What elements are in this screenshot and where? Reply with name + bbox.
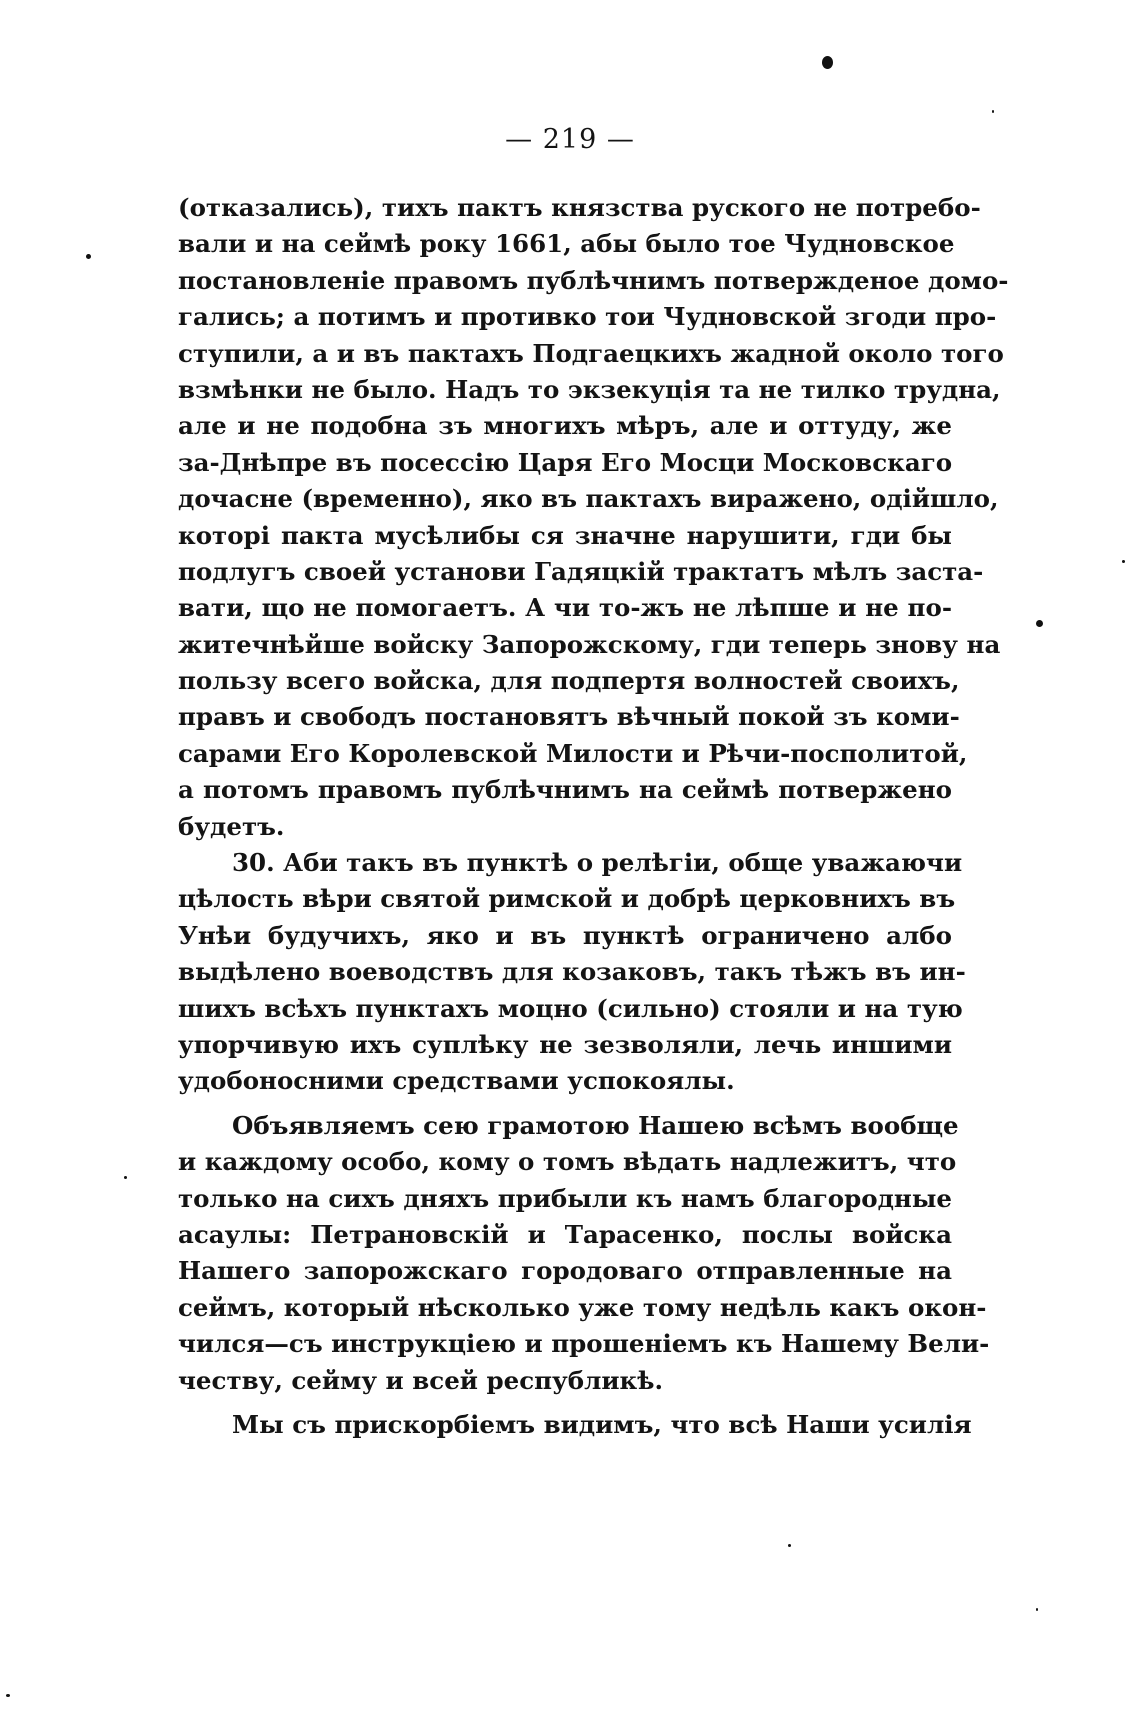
paragraph-first-line: 30. Аби такъ въ пунктѣ о релѣгіи, обще уважаючи: [232, 848, 963, 878]
text-line: вати, що не помогаетъ. А чи то-жъ не лѣпше и не по-: [178, 593, 952, 623]
text-line: только на сихъ дняхъ прибыли къ намъ благородные: [178, 1183, 952, 1213]
scan-speck: [1122, 560, 1125, 563]
text-line: удобоносними средствами успокоялы.: [178, 1066, 735, 1096]
text-line: Нашего запорожскаго городоваго отправленные на: [178, 1256, 952, 1286]
text-line: а потомъ правомъ публѣчнимъ на сеймѣ потвержено: [178, 775, 952, 805]
scan-speck: [6, 1694, 10, 1697]
text-line: пользу всего войска, для подпертя волностей своихъ,: [178, 666, 960, 696]
text-line: цѣлость вѣри святой римской и добрѣ церковнихъ въ: [178, 884, 956, 914]
text-line: сеймъ, который нѣсколько уже тому недѣль какъ окон-: [178, 1292, 987, 1322]
body-text: [178, 190, 1009, 1443]
scan-speck: [86, 254, 91, 259]
text-line: (отказались), тихъ пактъ князства руского не потребо-: [178, 193, 981, 222]
text-line: дочасне (временно), яко въ пактахъ виражено, одійшло,: [178, 484, 999, 514]
scan-speck: [992, 110, 994, 113]
text-line: выдѣлено воеводствъ для козаковъ, такъ тѣжъ въ ин-: [178, 957, 966, 987]
scan-speck: [822, 56, 833, 69]
text-line: вали и на сеймѣ року 1661, абы было тое Чудновское: [178, 229, 955, 259]
paragraph-gap: [178, 1399, 952, 1407]
text-line: чился—съ инструкціею и прошеніемъ къ Нашему Вели-: [178, 1329, 990, 1359]
scan-speck: [1036, 620, 1043, 627]
text-line: за-Днѣпре въ посессію Царя Его Мосци Московскаго: [178, 447, 953, 477]
text-line: будетъ.: [178, 811, 285, 841]
paragraph-gap: [178, 1100, 952, 1108]
scan-speck: [788, 1544, 791, 1547]
text-line: правъ и свободъ постановятъ вѣчный покой зъ коми-: [178, 702, 960, 732]
text-line: честву, сейму и всей республикѣ.: [178, 1365, 663, 1395]
text-line: сарами Его Королевской Милости и Рѣчи-посполитой,: [178, 738, 968, 768]
text-line: шихъ всѣхъ пунктахъ моцно (сильно) стояли и на тую: [178, 993, 963, 1023]
text-line: асаулы: Петрановскій и Тарасенко, послы войска: [178, 1219, 952, 1249]
text-line: постановленіе правомъ публѣчнимъ потвержденое домо-: [178, 265, 1009, 295]
text-line: житечнѣйше войску Запорожскому, гди теперь знову на: [178, 629, 1001, 659]
text-line: ступили, а и въ пактахъ Подгаецкихъ жадной около того: [178, 338, 1004, 368]
paragraph-first-line: Объявляемъ сею грамотою Нашею всѣмъ вообще: [232, 1110, 959, 1140]
text-line: Унѣи будучихъ, яко и въ пунктѣ ограничено албо: [178, 920, 952, 950]
text-line: подлугъ своей установи Гадяцкій трактатъ мѣлъ заста-: [178, 556, 984, 586]
paragraph-first-line: Мы съ прискорбіемъ видимъ, что всѣ Наши усилія: [232, 1409, 972, 1439]
scan-speck: [124, 1176, 127, 1179]
text-line: упорчивую ихъ суплѣку не зезволяли, лечь иншими: [178, 1029, 952, 1059]
text-line: але и не подобна зъ многихъ мѣръ, але и оттуду, же: [178, 411, 952, 441]
text-line: гались; а потимъ и противко тои Чудновской згоди про-: [178, 302, 997, 332]
page-number: — 219 —: [505, 124, 635, 155]
scan-speck: [1036, 1608, 1038, 1611]
text-line: взмѣнки не было. Надъ то экзекуція та не тилко трудна,: [178, 374, 1001, 404]
text-line: и каждому особо, кому о томъ вѣдать надлежитъ, что: [178, 1147, 957, 1177]
text-line: которі пакта мусѣлибы ся значне нарушити, гди бы: [178, 520, 952, 550]
